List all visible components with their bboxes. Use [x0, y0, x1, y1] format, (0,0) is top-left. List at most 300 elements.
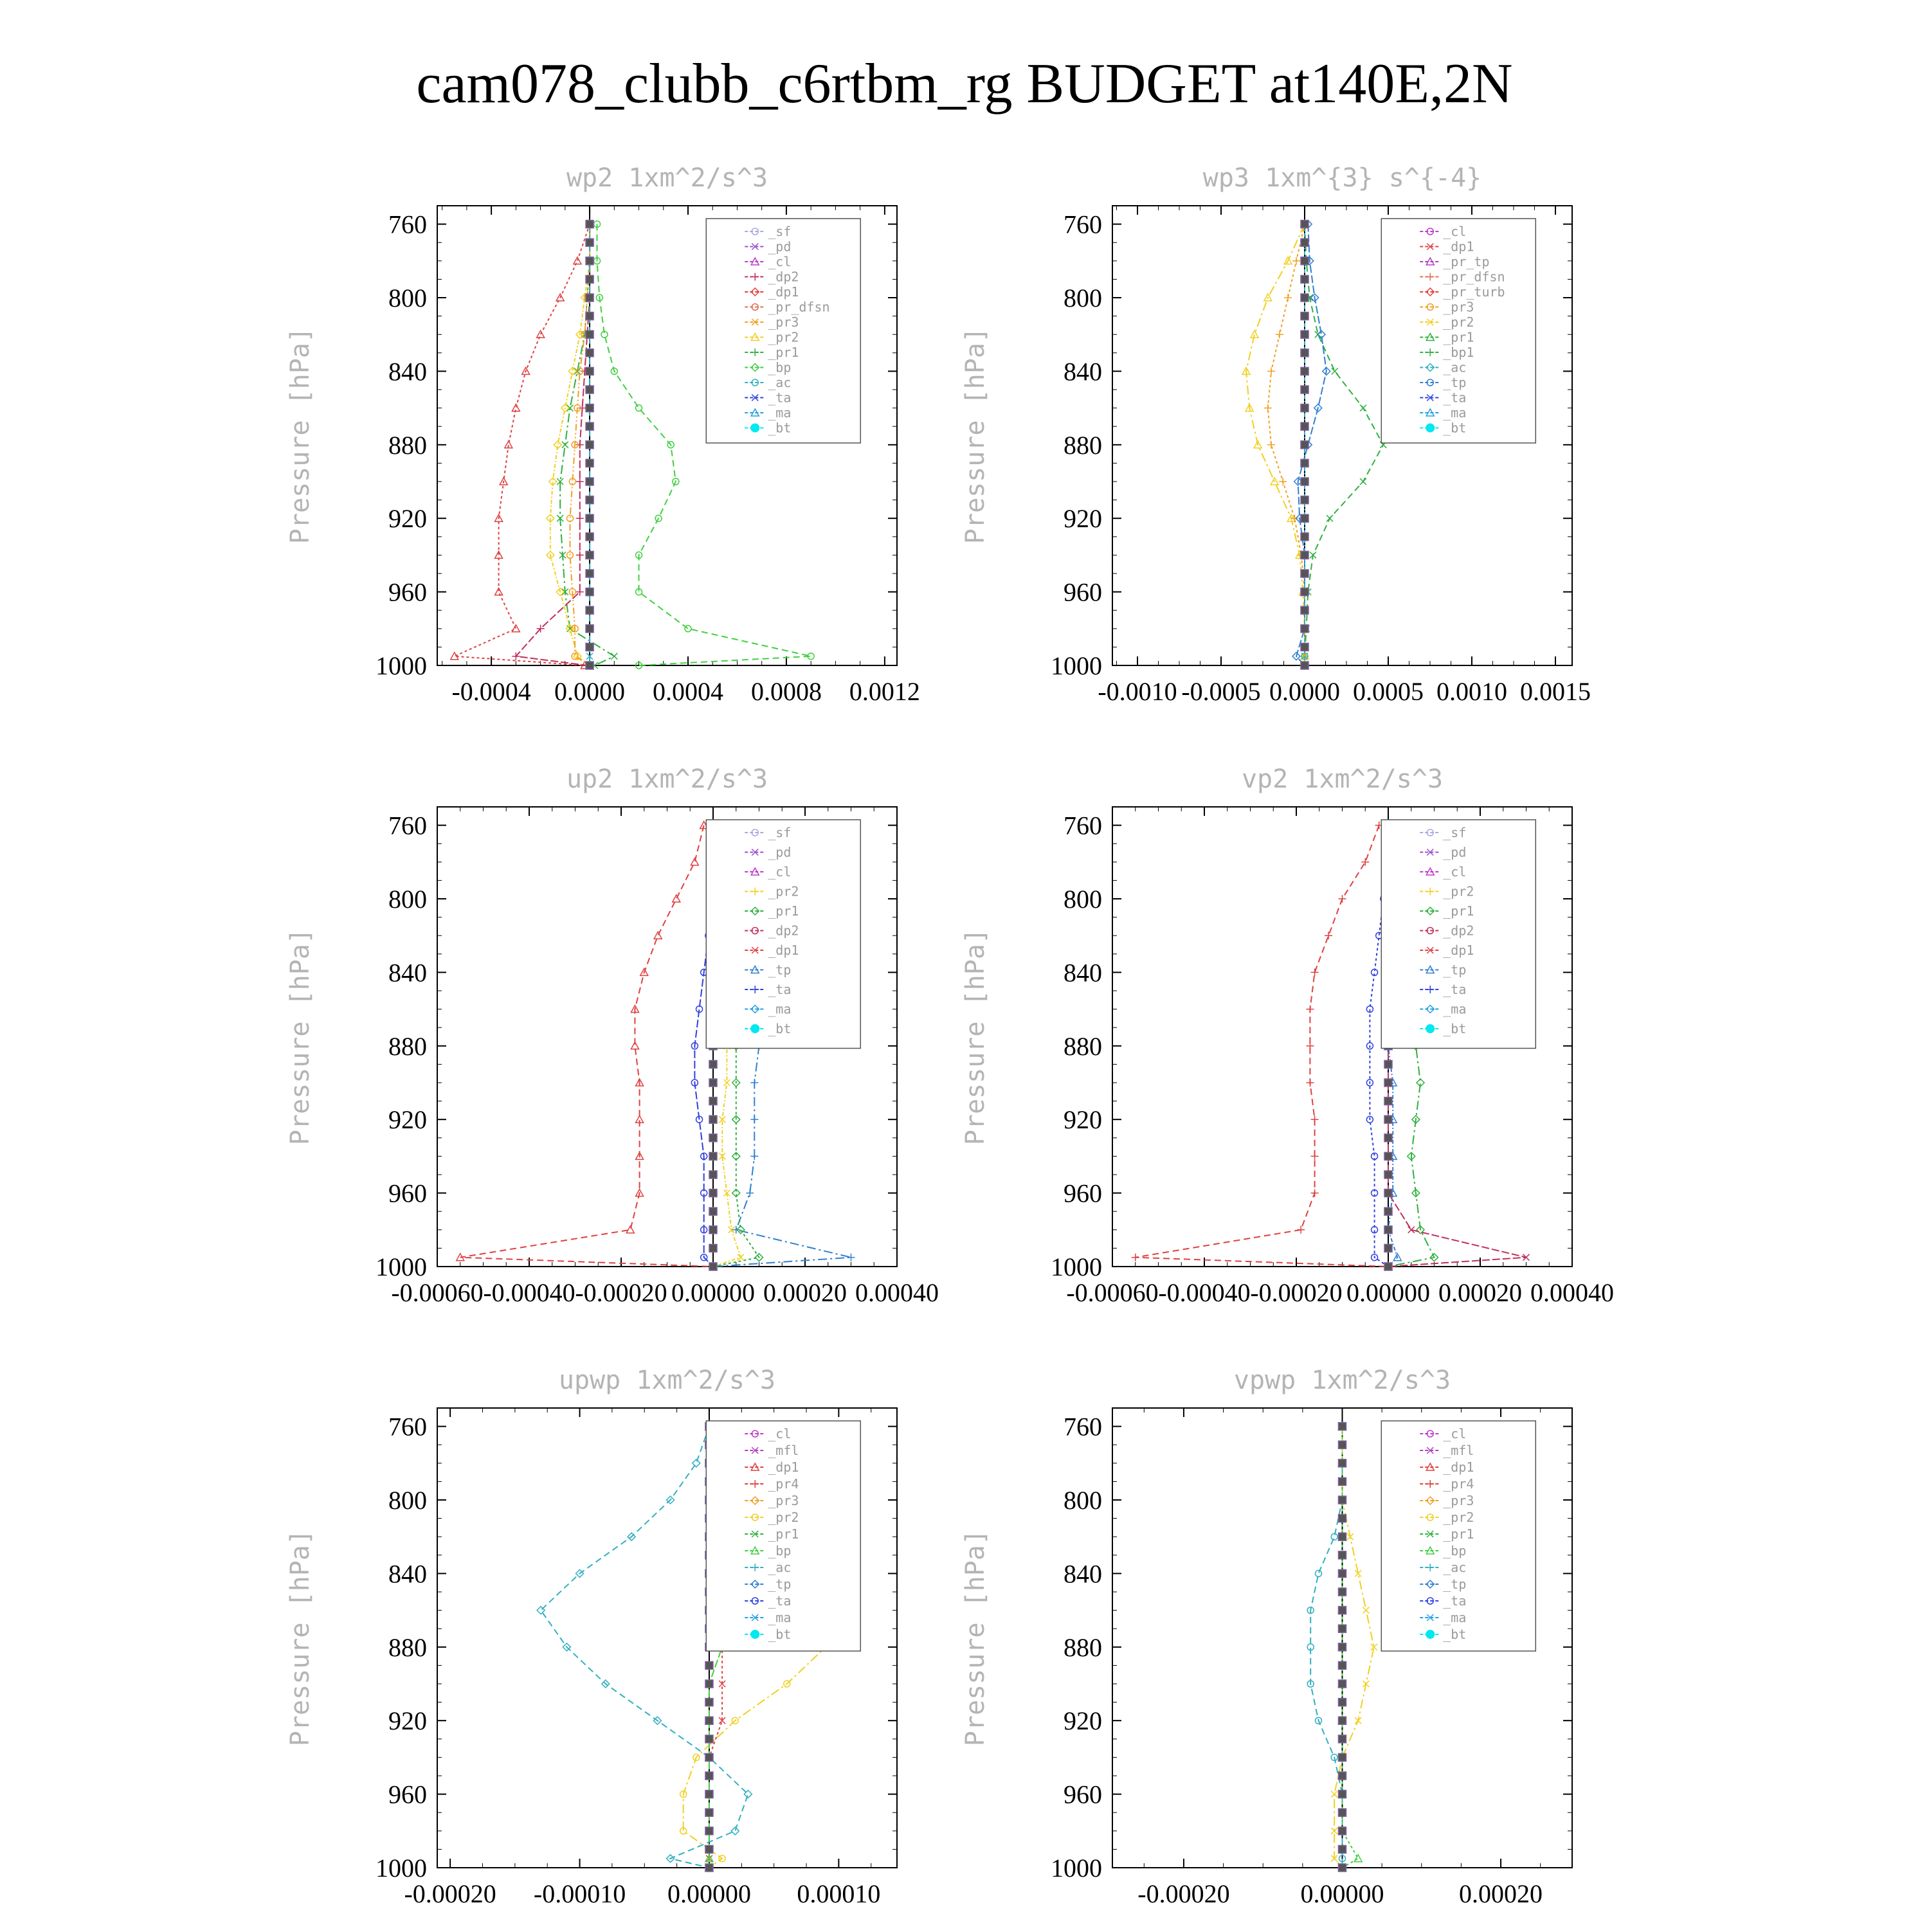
data-point: [1354, 1855, 1362, 1862]
y-axis-label: Pressure [hPa]: [285, 928, 315, 1146]
legend-label: _ac: [1443, 359, 1467, 375]
data-point: [691, 858, 698, 865]
legend-label: _ac: [1443, 1560, 1467, 1575]
legend-label: _dp1: [768, 943, 799, 958]
data-point: [1292, 257, 1300, 265]
y-tick-label: 1000: [376, 1854, 427, 1882]
zero-series-marker: [586, 386, 593, 393]
x-tick-label: 0.00040: [855, 1278, 939, 1307]
data-point: [1331, 1828, 1337, 1834]
figure-title: cam078_clubb_c6rtbm_rg BUDGET at140E,2N: [416, 53, 1513, 115]
data-point: [1363, 1607, 1369, 1614]
y-tick-label: 840: [388, 357, 427, 386]
zero-series-marker: [586, 551, 593, 559]
legend-label: _bt: [1443, 1021, 1467, 1036]
y-tick-label: 840: [1064, 958, 1102, 988]
x-tick-label: -0.0010: [1098, 677, 1177, 706]
legend-label: _dp2: [768, 923, 799, 939]
legend-label: _pr_tp: [1443, 254, 1490, 269]
y-tick-label: 800: [388, 885, 427, 914]
y-tick-label: 920: [388, 1105, 427, 1135]
zero-series-marker: [1339, 1551, 1346, 1559]
data-point: [562, 442, 568, 448]
zero-series-marker: [1301, 386, 1309, 393]
data-point: [1311, 1152, 1319, 1160]
data-point: [731, 1827, 739, 1835]
data-point: [1279, 478, 1287, 485]
legend-label: _ma: [768, 1610, 792, 1625]
zero-series-marker: [1384, 1115, 1392, 1123]
zero-series-marker: [586, 514, 593, 522]
data-point: [750, 1115, 758, 1123]
y-axis-label: Pressure [hPa]: [285, 1529, 315, 1747]
y-tick-label: 1000: [1051, 1252, 1102, 1281]
legend-label: _pd: [1443, 844, 1467, 860]
y-tick-label: 920: [388, 504, 427, 534]
y-tick-label: 880: [1064, 1031, 1102, 1061]
legend-label: _bt: [768, 420, 792, 436]
legend-label: _dp2: [1443, 923, 1474, 939]
y-tick-label: 920: [1064, 504, 1102, 534]
data-point: [847, 1254, 855, 1261]
data-point: [750, 1152, 758, 1160]
zero-series-marker: [709, 1079, 717, 1087]
x-tick-label: -0.00040: [483, 1278, 575, 1307]
zero-series-marker: [709, 1189, 717, 1197]
zero-series-marker: [1301, 570, 1309, 577]
data-point: [576, 478, 584, 485]
y-tick-label: 880: [1064, 1632, 1102, 1662]
zero-series-marker: [1339, 1827, 1346, 1835]
zero-series-marker: [705, 1680, 713, 1688]
zero-series-marker: [1301, 441, 1309, 449]
zero-series-marker: [709, 1171, 717, 1178]
zero-series-marker: [1339, 1496, 1346, 1504]
legend-label: _pd: [768, 844, 792, 860]
series-line-pr2: [1246, 224, 1305, 665]
zero-series-marker: [1339, 1809, 1346, 1816]
legend-label: _pr3: [768, 314, 799, 330]
y-tick-label: 960: [388, 577, 427, 607]
zero-series-marker: [586, 606, 593, 614]
x-tick-label: 0.00010: [797, 1879, 881, 1908]
zero-series-marker: [586, 239, 593, 246]
panel-title: vpwp 1xm^2/s^3: [1233, 1366, 1451, 1395]
y-tick-label: 880: [388, 1031, 427, 1061]
legend-label: _mfl: [1443, 1443, 1474, 1458]
series-line-bp1: [1305, 224, 1383, 665]
zero-series-marker: [1339, 1423, 1346, 1431]
data-point: [611, 653, 617, 660]
zero-series-marker: [1301, 643, 1309, 651]
zero-series-marker: [705, 1791, 713, 1798]
panel-title: upwp 1xm^2/s^3: [558, 1366, 776, 1395]
legend-label: _pr1: [768, 1526, 799, 1542]
y-tick-label: 880: [1064, 430, 1102, 460]
zero-series-marker: [1301, 294, 1309, 302]
legend-label: _ac: [768, 375, 792, 390]
zero-series-marker: [1301, 533, 1309, 541]
y-axis-label: Pressure [hPa]: [961, 928, 990, 1146]
zero-series-marker: [1339, 1753, 1346, 1761]
zero-series-marker: [1384, 1189, 1392, 1197]
zero-series-marker: [586, 221, 593, 228]
x-tick-label: 0.00000: [667, 1879, 751, 1908]
zero-series-marker: [1301, 496, 1309, 504]
data-point: [1360, 478, 1366, 485]
y-tick-label: 880: [388, 430, 427, 460]
zero-series-marker: [705, 1717, 713, 1724]
zero-series-marker: [705, 1699, 713, 1706]
data-point: [1311, 968, 1319, 976]
x-tick-label: -0.00020: [575, 1278, 667, 1307]
data-point: [723, 1079, 730, 1086]
legend-label: _pr3: [768, 1493, 799, 1508]
zero-series-marker: [705, 1735, 713, 1743]
zero-series-marker: [1301, 478, 1309, 485]
data-point: [1361, 858, 1369, 866]
zero-series-marker: [705, 1809, 713, 1816]
y-tick-label: 880: [388, 1632, 427, 1662]
legend-label: _pr2: [768, 329, 799, 345]
x-tick-label: -0.00020: [1250, 1278, 1343, 1307]
legend-label: _pr1: [1443, 329, 1474, 345]
legend-marker: [750, 424, 759, 433]
data-point: [1311, 1189, 1319, 1197]
y-tick-label: 1000: [376, 1252, 427, 1281]
x-tick-label: -0.00020: [1137, 1879, 1230, 1908]
zero-series-marker: [1384, 1152, 1392, 1160]
data-point: [512, 625, 520, 632]
x-tick-label: -0.0005: [1181, 677, 1261, 706]
zero-series-marker: [1339, 1533, 1346, 1540]
y-tick-label: 800: [1064, 885, 1102, 914]
legend-label: _bp1: [1443, 345, 1474, 360]
data-point: [1316, 1570, 1322, 1576]
legend-marker: [1426, 1630, 1435, 1639]
zero-series-marker: [586, 478, 593, 485]
legend-label: _ta: [1443, 390, 1467, 406]
legend-label: _ma: [1443, 1610, 1467, 1625]
zero-series-marker: [1301, 588, 1309, 596]
x-tick-label: 0.0000: [1269, 677, 1340, 706]
zero-series-marker: [705, 1661, 713, 1669]
zero-series-marker: [586, 257, 593, 265]
y-tick-label: 760: [1064, 210, 1102, 239]
legend-label: _cl: [1443, 1426, 1467, 1441]
data-point: [1267, 367, 1275, 375]
zero-series-marker: [709, 1115, 717, 1123]
x-tick-label: -0.0004: [451, 677, 531, 706]
y-tick-label: 800: [388, 284, 427, 312]
panel-title: up2 1xm^2/s^3: [566, 764, 768, 794]
zero-series-marker: [709, 1060, 717, 1068]
data-point: [1276, 330, 1283, 338]
y-tick-label: 800: [1064, 1486, 1102, 1515]
legend-label: _ma: [1443, 405, 1467, 420]
legend-label: _pr_dfsn: [768, 299, 830, 315]
data-point: [1360, 405, 1366, 411]
y-tick-label: 960: [1064, 1178, 1102, 1208]
zero-series-marker: [1384, 1263, 1392, 1270]
zero-series-marker: [1301, 606, 1309, 614]
zero-series-marker: [1301, 239, 1309, 246]
zero-series-marker: [586, 312, 593, 320]
zero-series-marker: [1301, 275, 1309, 283]
zero-series-marker: [1301, 662, 1309, 669]
legend-label: _cl: [768, 1426, 792, 1441]
zero-series-marker: [1339, 1643, 1346, 1651]
legend-label: _cl: [1443, 224, 1467, 239]
zero-series-marker: [709, 1134, 717, 1142]
legend-marker: [1426, 424, 1435, 433]
x-tick-label: 0.0012: [849, 677, 920, 706]
legend-label: _tp: [1443, 1576, 1467, 1592]
zero-series-marker: [1339, 1864, 1346, 1872]
x-tick-label: 0.00020: [1459, 1879, 1543, 1908]
x-tick-label: 0.00000: [1300, 1879, 1384, 1908]
data-point: [1297, 1226, 1305, 1234]
y-tick-label: 1000: [376, 651, 427, 680]
data-point: [1264, 404, 1272, 412]
zero-series-marker: [1339, 1845, 1346, 1853]
zero-series-marker: [586, 441, 593, 449]
legend-label: _ma: [1443, 1001, 1467, 1017]
y-tick-label: 800: [388, 1486, 427, 1515]
zero-series-marker: [1301, 625, 1309, 633]
zero-series-marker: [709, 1207, 717, 1215]
y-tick-label: 960: [1064, 577, 1102, 607]
data-point: [1311, 1115, 1319, 1123]
data-point: [1267, 441, 1275, 449]
x-tick-label: 0.00000: [1346, 1278, 1430, 1307]
legend-label: _tp: [1443, 962, 1467, 978]
legend-label: _bt: [768, 1627, 792, 1642]
legend-label: _ma: [768, 1001, 792, 1017]
x-tick-label: 0.0010: [1436, 677, 1507, 706]
legend-label: _dp1: [1443, 239, 1474, 255]
zero-series-marker: [709, 1263, 717, 1270]
legend-label: _dp1: [768, 1459, 799, 1475]
zero-series-marker: [705, 1845, 713, 1853]
legend-label: _pd: [768, 239, 792, 255]
legend-label: _pr2: [1443, 883, 1474, 899]
legend-label: _sf: [1443, 825, 1467, 840]
legend-label: _cl: [768, 864, 792, 880]
data-point: [732, 1226, 740, 1234]
zero-series-marker: [709, 1152, 717, 1160]
x-tick-label: -0.00040: [1158, 1278, 1251, 1307]
y-tick-label: 760: [388, 811, 427, 840]
legend-label: _pr3: [1443, 299, 1474, 315]
zero-series-marker: [586, 570, 593, 577]
legend-label: _pr_turb: [1443, 284, 1505, 300]
zero-series-marker: [1384, 1134, 1392, 1142]
data-point: [1327, 515, 1333, 521]
x-tick-label: 0.0000: [554, 677, 626, 706]
x-tick-label: 0.00020: [763, 1278, 847, 1307]
zero-series-marker: [1384, 1207, 1392, 1215]
legend-label: _pr4: [768, 1476, 799, 1492]
legend-label: _tp: [768, 1576, 792, 1592]
zero-series-marker: [586, 662, 593, 669]
x-tick-label: 0.0005: [1353, 677, 1424, 706]
legend-label: _pr2: [1443, 314, 1474, 330]
legend-label: _dp1: [1443, 943, 1474, 958]
zero-series-marker: [586, 275, 593, 283]
zero-series-marker: [705, 1753, 713, 1761]
y-tick-label: 760: [1064, 1412, 1102, 1441]
y-tick-label: 960: [1064, 1780, 1102, 1809]
zero-series-marker: [1301, 349, 1309, 357]
y-axis-label: Pressure [hPa]: [961, 327, 990, 545]
series-line-dp1: [1136, 826, 1388, 1267]
zero-series-marker: [586, 459, 593, 467]
panel-2: [961, 163, 1591, 706]
series-line-dp1: [455, 224, 590, 665]
legend-label: _dp2: [768, 269, 799, 285]
legend-label: _pr1: [768, 345, 799, 360]
data-point: [1332, 368, 1338, 374]
x-tick-label: -0.00010: [533, 1879, 626, 1908]
zero-series-marker: [1384, 1171, 1392, 1178]
zero-series-marker: [586, 330, 593, 338]
x-tick-label: -0.00020: [404, 1879, 496, 1908]
data-point: [1306, 1006, 1314, 1013]
legend-label: _pr2: [768, 883, 799, 899]
panel-5: [285, 1366, 897, 1908]
legend-label: _pr4: [1443, 1476, 1474, 1492]
legend-label: _pr_dfsn: [1443, 269, 1505, 285]
y-tick-label: 920: [388, 1706, 427, 1736]
zero-series-marker: [1339, 1515, 1346, 1522]
zero-series-marker: [1384, 1097, 1392, 1105]
legend-label: _tp: [1443, 375, 1467, 390]
series-line-ac: [1310, 1427, 1342, 1868]
y-tick-label: 760: [388, 1412, 427, 1441]
zero-series-marker: [1339, 1459, 1346, 1467]
data-point: [738, 1254, 744, 1261]
zero-series-marker: [705, 1772, 713, 1780]
zero-series-marker: [586, 367, 593, 375]
data-point: [566, 552, 573, 558]
zero-series-marker: [1339, 1699, 1346, 1706]
panel-1: [285, 163, 920, 706]
legend-label: _cl: [768, 254, 792, 269]
zero-series-marker: [1339, 1607, 1346, 1614]
data-point: [1306, 1042, 1314, 1050]
legend-label: _bp: [768, 359, 792, 375]
data-point: [685, 626, 691, 632]
zero-series-marker: [1301, 257, 1309, 265]
legend-label: _dp1: [768, 284, 799, 300]
y-tick-label: 840: [1064, 357, 1102, 386]
data-point: [576, 551, 584, 559]
y-tick-label: 840: [388, 1559, 427, 1589]
panel-title: wp2 1xm^2/s^3: [566, 163, 768, 193]
data-point: [1132, 1254, 1139, 1261]
y-tick-label: 960: [388, 1178, 427, 1208]
zero-series-marker: [1301, 514, 1309, 522]
data-point: [673, 895, 680, 902]
legend-label: _pr1: [768, 903, 799, 919]
legend-label: _sf: [768, 825, 792, 840]
zero-series-marker: [586, 643, 593, 651]
data-point: [1306, 1079, 1314, 1087]
y-tick-label: 1000: [1051, 651, 1102, 680]
legend-label: _bp: [768, 1543, 792, 1558]
zero-series-marker: [586, 294, 593, 302]
x-tick-label: 0.00020: [1438, 1278, 1522, 1307]
legend-label: _bt: [1443, 1627, 1467, 1642]
data-point: [1284, 294, 1292, 302]
data-point: [626, 1226, 634, 1233]
y-axis-label: Pressure [hPa]: [285, 327, 315, 545]
legend-label: _sf: [768, 224, 792, 239]
zero-series-marker: [1301, 551, 1309, 559]
panel-6: [961, 1366, 1572, 1908]
y-tick-label: 840: [1064, 1559, 1102, 1589]
legend-label: _ta: [1443, 982, 1467, 997]
zero-series-marker: [586, 404, 593, 412]
data-point: [654, 932, 662, 939]
y-tick-label: 840: [388, 958, 427, 988]
zero-series-marker: [1301, 404, 1309, 412]
data-point: [746, 1189, 754, 1197]
x-tick-label: -0.00060: [1066, 1278, 1159, 1307]
zero-series-marker: [1301, 312, 1309, 320]
zero-series-marker: [1339, 1717, 1346, 1724]
zero-series-marker: [1301, 221, 1309, 228]
zero-series-marker: [586, 588, 593, 596]
legend-label: _ac: [768, 1560, 792, 1575]
data-point: [636, 405, 642, 411]
legend-label: _bt: [768, 1021, 792, 1036]
legend-label: _pr3: [1443, 1493, 1474, 1508]
zero-series-marker: [1339, 1569, 1346, 1577]
legend-label: _tp: [768, 962, 792, 978]
legend-label: _ma: [768, 405, 792, 420]
panel-title: wp3 1xm^{3} s^{-4}: [1202, 163, 1482, 193]
zero-series-marker: [586, 349, 593, 357]
zero-series-marker: [709, 1226, 717, 1234]
panel-title: vp2 1xm^2/s^3: [1241, 764, 1444, 794]
legend-label: _ta: [1443, 1593, 1467, 1609]
data-point: [1339, 895, 1346, 903]
zero-series-marker: [586, 533, 593, 541]
panel-3: [285, 764, 939, 1307]
legend-marker: [1426, 1024, 1435, 1033]
legend-label: _pr2: [768, 1510, 799, 1525]
y-tick-label: 760: [388, 210, 427, 239]
y-tick-label: 760: [1064, 811, 1102, 840]
legend-marker: [750, 1630, 759, 1639]
legend-label: _bt: [1443, 420, 1467, 436]
panel-4: [961, 764, 1614, 1307]
zero-series-marker: [1339, 1477, 1346, 1485]
zero-series-marker: [1339, 1680, 1346, 1688]
data-point: [576, 514, 584, 522]
zero-series-marker: [1301, 330, 1309, 338]
y-tick-label: 920: [1064, 1706, 1102, 1736]
legend-label: _cl: [1443, 864, 1467, 880]
legend-marker: [750, 1024, 759, 1033]
x-tick-label: 0.0015: [1520, 677, 1591, 706]
zero-series-marker: [1339, 1661, 1346, 1669]
legend-label: _pr2: [1443, 1510, 1474, 1525]
zero-series-marker: [705, 1827, 713, 1835]
zero-series-marker: [1339, 1772, 1346, 1780]
